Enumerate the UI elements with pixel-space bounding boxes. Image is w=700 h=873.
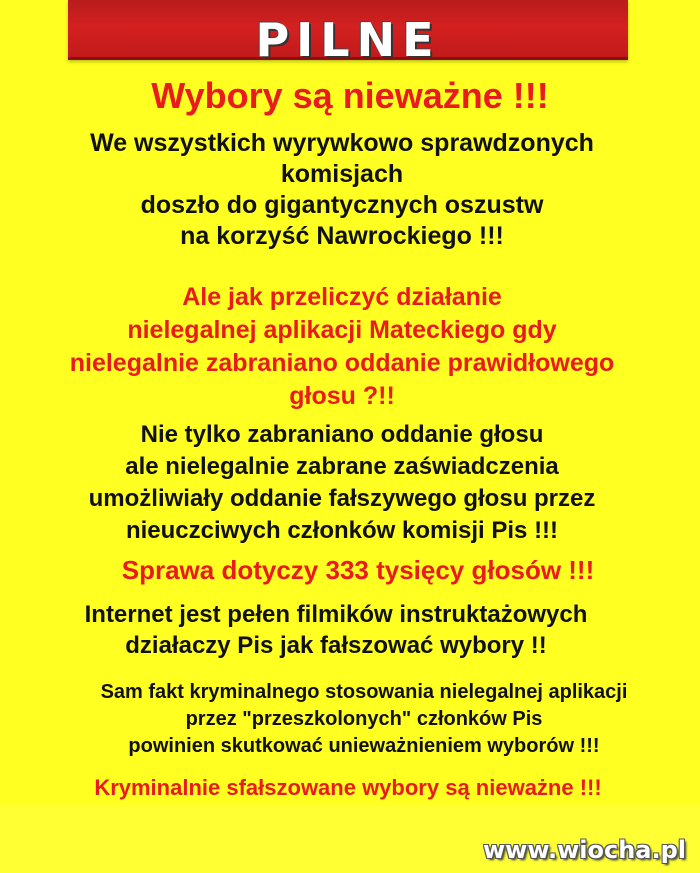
text-line: ale nielegalnie zabrane zaświadczenia xyxy=(125,453,559,480)
paragraph-conclusion xyxy=(0,774,698,802)
text-line: Sprawa dotyczy 333 tysięcy głosów !!! xyxy=(121,555,595,585)
paragraph-invalidation xyxy=(14,679,700,760)
paragraph-fraud-claim xyxy=(0,128,692,252)
text-line: umożliwiały oddanie fałszywego głosu przez xyxy=(88,485,596,512)
watermark: www.wiocha.pl xyxy=(482,836,686,864)
banner-title: PILNE xyxy=(255,13,441,67)
text-line: Internet jest pełen filmików instruktażowych xyxy=(84,601,588,628)
text-line: nielegalnie zabraniano oddanie prawidłowego xyxy=(69,349,615,377)
paragraph-internet-videos xyxy=(0,599,686,661)
text-line: na korzyść Nawrockiego !!! xyxy=(180,222,504,250)
headline: Wybory są nieważne !!! xyxy=(151,75,549,116)
text-line: Sam fakt kryminalnego stosowania nielegalnej aplikacji xyxy=(100,681,628,703)
text-line: We wszystkich wyrywkowo sprawdzonych xyxy=(90,129,594,157)
text-line: Kryminalnie sfałszowane wybory są nieważne !!! xyxy=(94,775,602,800)
text-line: Nie tylko zabraniano oddanie głosu xyxy=(140,421,544,448)
text-line: komisjach xyxy=(280,160,404,188)
text-line: głosu ?!! xyxy=(289,382,395,410)
text-line: nielegalnej aplikacji Mateckiego gdy xyxy=(127,316,557,344)
pilne-banner xyxy=(68,0,628,67)
text-line: powinien skutkować unieważnieniem wyborów !!! xyxy=(128,735,600,757)
text-line: Ale jak przeliczyć działanie xyxy=(182,283,502,311)
paragraph-certificates xyxy=(0,419,692,547)
text-line: działaczy Pis jak fałszować wybory !! xyxy=(125,632,547,659)
paragraph-app-question xyxy=(0,281,692,413)
text-line: nieuczciwych członków komisji Pis !!! xyxy=(125,517,559,544)
text-line: doszło do gigantycznych oszustw xyxy=(140,191,544,219)
paragraph-votes-count xyxy=(8,554,700,586)
text-line: przez "przeszkolonych" członków Pis xyxy=(185,708,543,730)
